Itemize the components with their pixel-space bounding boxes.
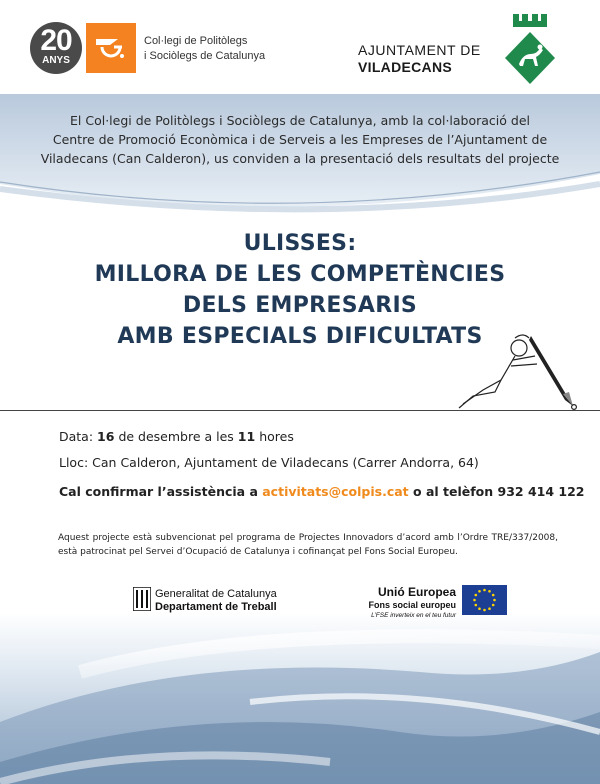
badge-word: ANYS [42,55,70,66]
ue-name [358,585,456,620]
title-line2: MILLORA DE LES COMPETÈNCIES [94,262,506,287]
confirm-prefix: Cal confirmar l’assistència a [59,484,258,499]
date-end: hores [259,429,294,444]
ue-line1: Unió Europea [377,585,456,599]
viladecans-line1: AJUNTAMENT DE [358,42,481,58]
divider-line [0,410,600,411]
colpis-name [144,34,265,64]
crown-icon [511,12,549,28]
place-label: Lloc: [59,455,89,470]
gencat-line2: Departament de Treball [155,601,277,613]
title-line3: DELS EMPRESARIS [182,293,418,318]
date-label: Data: [59,429,94,444]
colpis-name-line1: Col·legi de Politòlegs [144,35,248,47]
viladecans-shield-icon [503,30,557,86]
pen-pusher-illustration [455,330,580,412]
colpis-logo-icon [86,23,136,73]
intro-text [30,111,570,168]
title-line4: AMB ESPECIALS DIFICULTATS [117,324,483,349]
event-details [59,427,479,473]
title-line1: ULISSES: [243,231,357,256]
email-link[interactable]: activitats@colpis.cat [262,484,409,499]
intro-line1: El Col·legi de Politòlegs i Sociòlegs de Catalunya, amb la col·laboració del [70,113,530,128]
header [0,0,600,94]
eu-flag-icon [462,585,507,615]
intro-line3: Viladecans (Can Calderon), us conviden a la presentació dels resultats del projecte [40,151,560,166]
viladecans-name [358,42,481,76]
anniversary-badge [30,22,82,74]
confirm-suffix: o al telèfon 932 414 122 [413,484,585,499]
badge-number: 20 [40,24,72,57]
viladecans-line2: VILADECANS [358,59,453,75]
date-day: 16 [97,429,115,444]
date-hour: 11 [237,429,256,444]
ue-line3: L’FSE inverteix en el teu futur [371,612,456,619]
ue-line2: Fons social europeu [368,600,456,610]
intro-line2: Centre de Promoció Econòmica i de Serveis a les Empreses de l’Ajuntament de [52,132,548,147]
colpis-name-line2: i Sociòlegs de Catalunya [144,50,266,62]
gencat-stripes-icon [133,587,151,611]
gencat-line1: Generalitat de Catalunya [155,588,277,600]
place-row [59,453,479,473]
subsidy-note: Aquest projecte està subvencionat pel programa de Projectes Innovadors d’acord amb l’Ordre TRE/337/2008, està patrocinat pel Servei d’Ocupació de Catalunya i cofinançat pel Fons Social Europeu. [58,533,558,557]
gencat-name [155,588,277,614]
confirm-row [59,482,584,502]
date-row [59,427,479,447]
date-middle: de desembre a les [118,429,234,444]
place-value: Can Calderon, Ajuntament de Viladecans (Carrer Andorra, 64) [92,455,479,470]
bottom-wave-background [0,612,600,784]
